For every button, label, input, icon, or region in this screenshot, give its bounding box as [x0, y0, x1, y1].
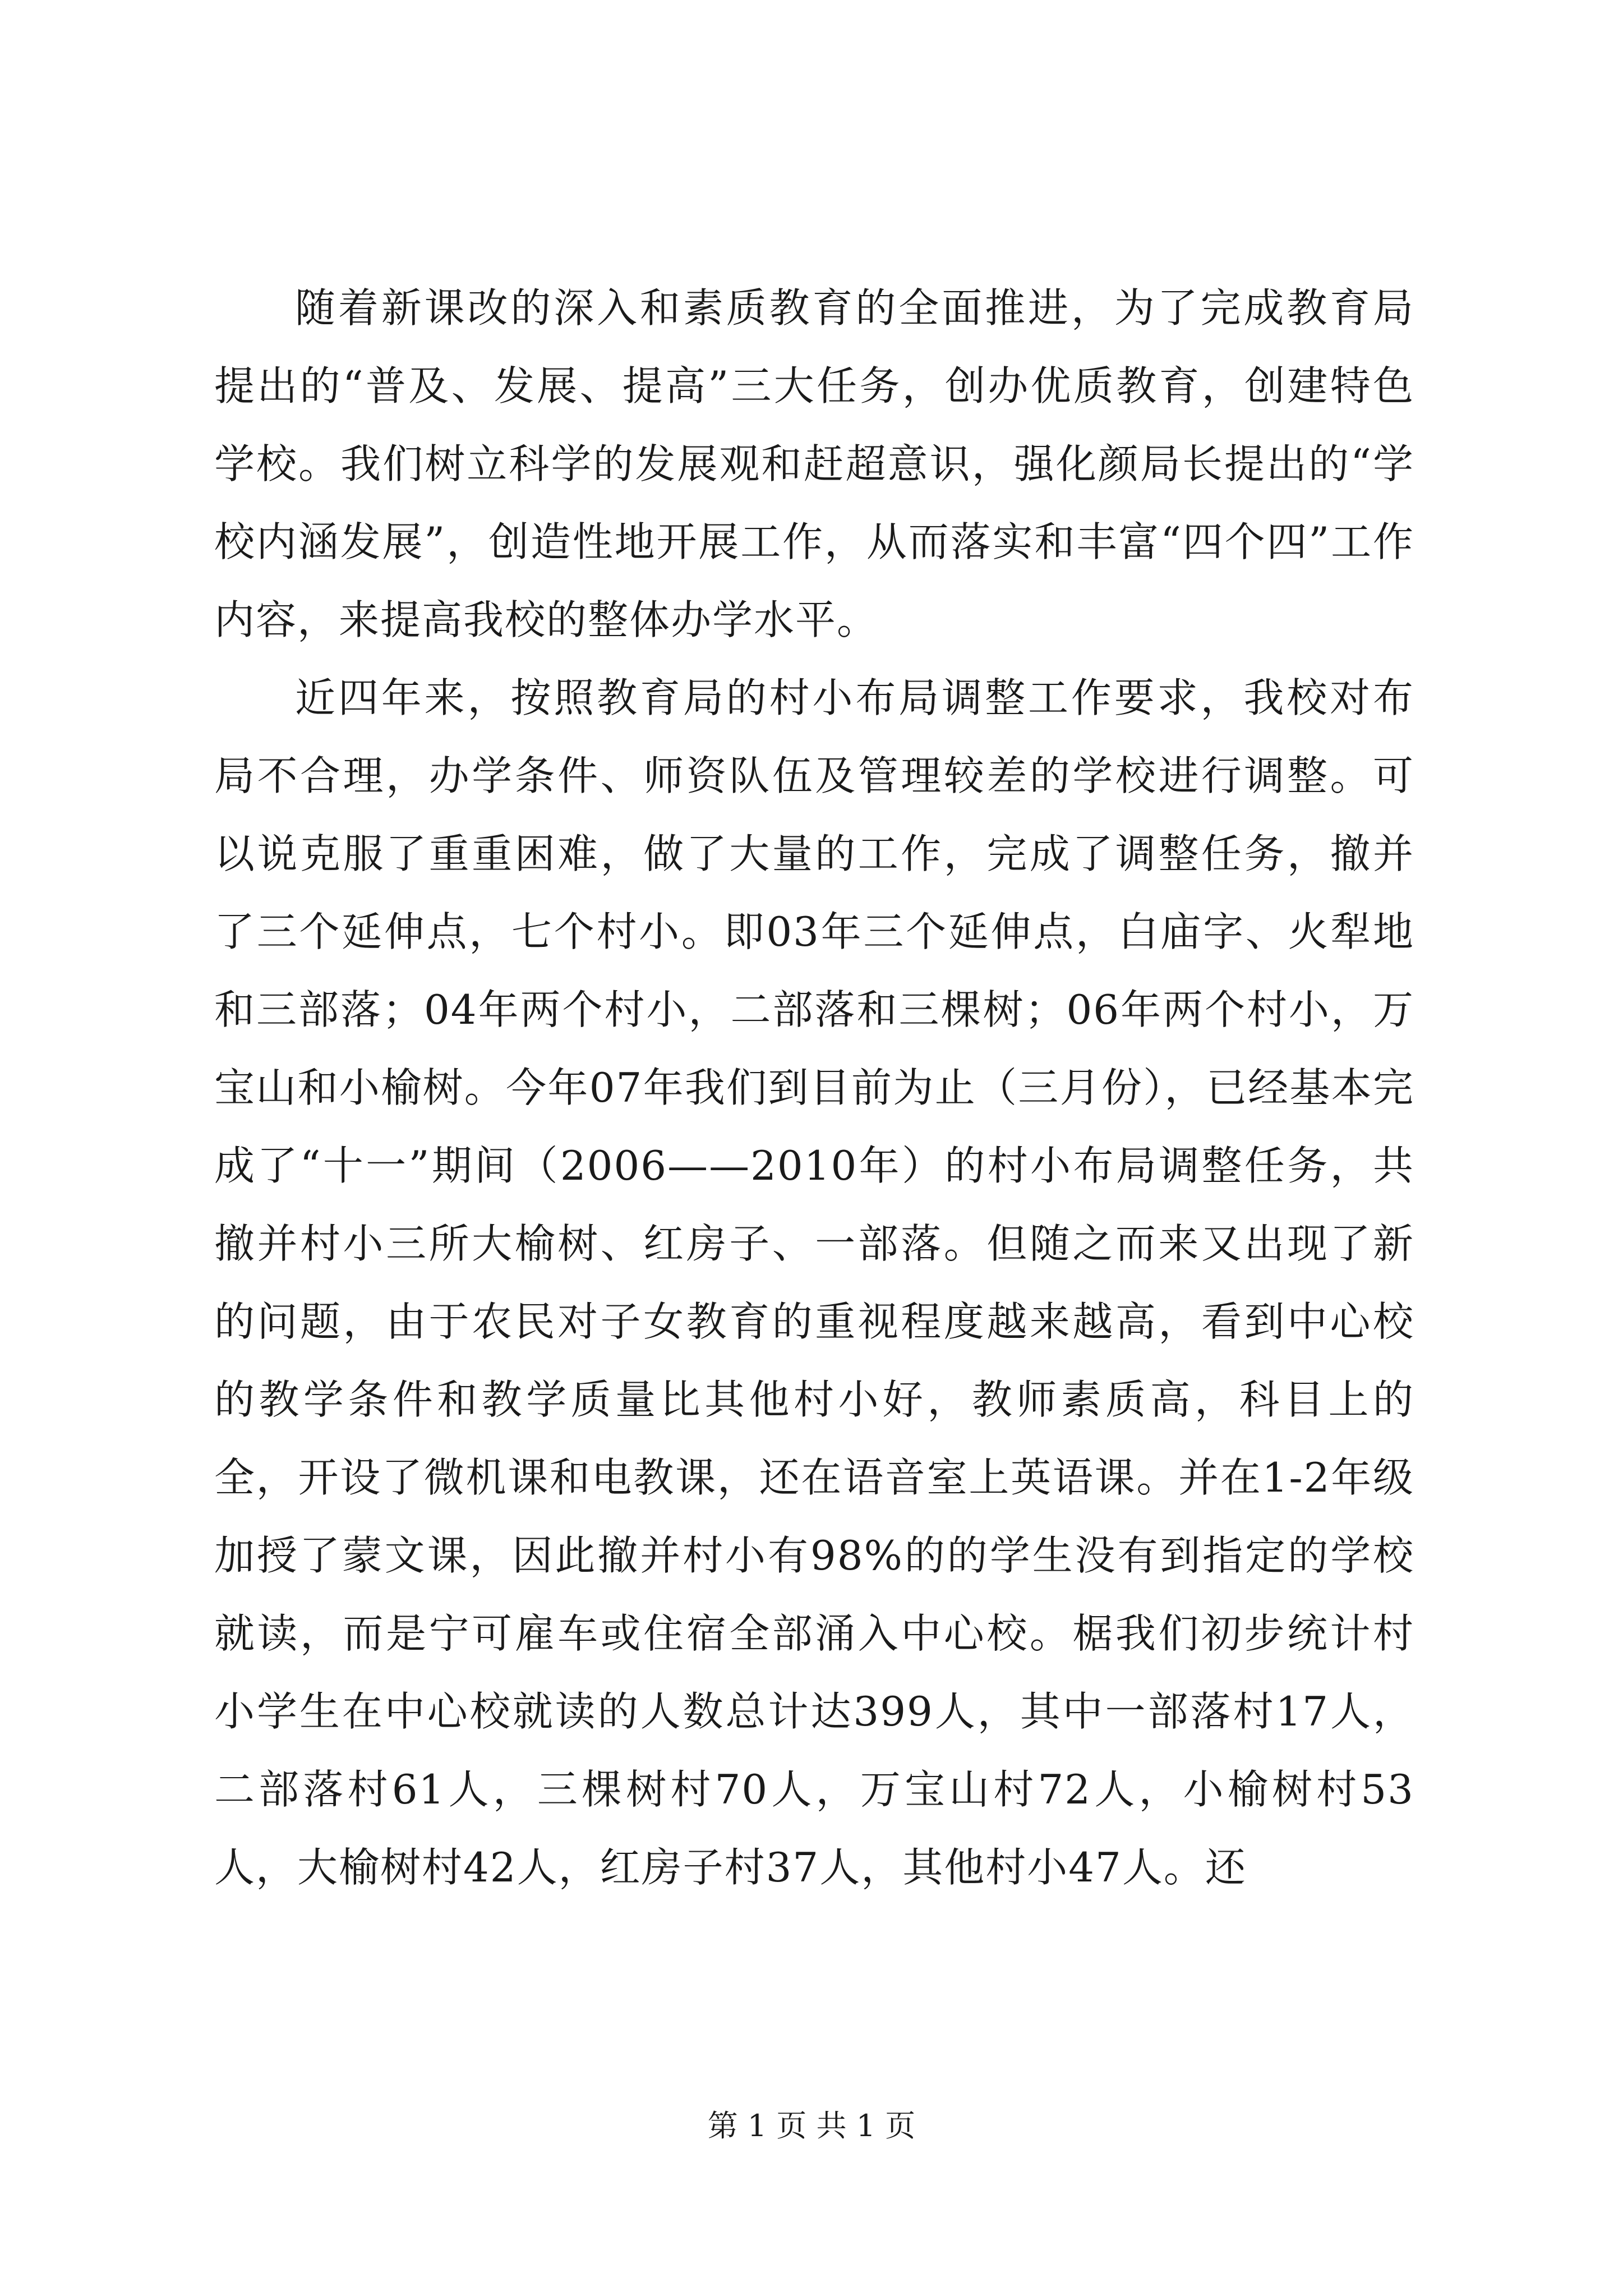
document-body: [214, 269, 1414, 1907]
page-footer: 第 1 页 共 1 页: [707, 2108, 916, 2143]
paragraph-1: 随着新课改的深入和素质教育的全面推进，为了完成教育局提出的“普及、发展、提高”三大任务，创办优质教育，创建特色学校。我们树立科学的发展观和赶超意识，强化颜局长提出的“学校内涵发展”，创造性地开展工作，从而落实和丰富“四个四”工作内容，来提高我校的整体办学水平。: [214, 284, 1414, 643]
paragraph-2: 近四年来，按照教育局的村小布局调整工作要求，我校对布局不合理，办学条件、师资队伍及管理较差的学校进行调整。可以说克服了重重困难，做了大量的工作，完成了调整任务，撤并了三个延伸点，七个村小。即03年三个延伸点，白庙字、火犁地和三部落；04年两个村小，二部落和三棵树；06年两个村小，万宝山和小榆树。今年07年我们到目前为止（三月份），已经基本完成了“十一”期间（2006——2010年）的村小布局调整任务，共撤并村小三所大榆树、红房子、一部落。但随之而来又出现了新的问题，由于农民对子女教育的重视程度越来越高，看到中心校的教学条件和教学质量比其他村小好，教师素质高，科目上的全，开设了微机课和电教课，还在语音室上英语课。并在1-2年级加授了蒙文课，因此撤并村小有98%的的学生没有到指定的学校就读，而是宁可雇车或住宿全部涌入中心校。椐我们初步统计村小学生在中心校就读的人数总计达399人，其中一部落村17人，二部落村61人，三棵树村70人，万宝山村72人，小榆树村53人，大榆树村42人，红房子村37人，其他村小47人。还: [214, 674, 1414, 1891]
